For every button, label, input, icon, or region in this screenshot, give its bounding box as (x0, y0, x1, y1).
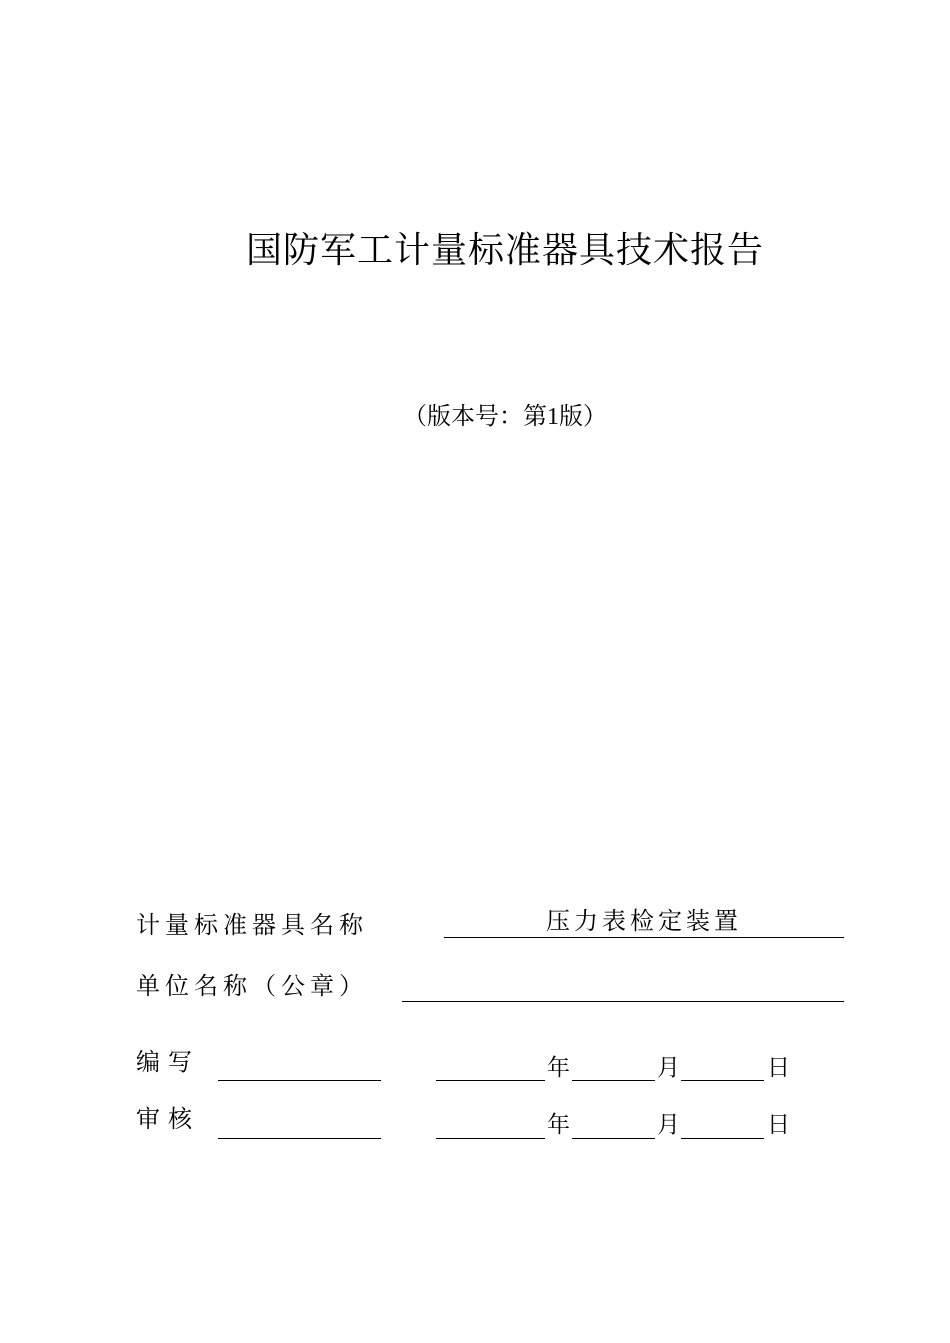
prepared-day-line (681, 1080, 764, 1081)
prepared-day-char: 日 (767, 1055, 790, 1081)
prepared-month-line (572, 1080, 655, 1081)
prepared-month-char: 月 (657, 1055, 680, 1081)
reviewed-month-char: 月 (657, 1112, 680, 1138)
reviewed-signature-line (218, 1138, 381, 1139)
prepared-year-line (436, 1080, 545, 1081)
reviewed-year-line (436, 1138, 545, 1139)
instrument-name-underline (444, 937, 844, 938)
reviewed-label: 审核 (136, 1105, 200, 1133)
reviewed-day-char: 日 (767, 1112, 790, 1138)
version-prefix: （版本号：第 (403, 402, 547, 430)
prepared-label: 编写 (136, 1048, 200, 1076)
instrument-name-label: 计量标准器具名称 (136, 911, 368, 939)
prepared-year-char: 年 (547, 1055, 570, 1081)
instrument-name-value: 压力表检定装置 (546, 907, 742, 935)
reviewed-month-line (572, 1138, 655, 1139)
version-line (0, 396, 950, 431)
version-suffix: 版） (559, 402, 607, 430)
unit-name-label: 单位名称（公章） (136, 972, 368, 1000)
reviewed-year-char: 年 (547, 1112, 570, 1138)
prepared-signature-line (218, 1080, 381, 1081)
unit-name-underline (402, 1001, 844, 1002)
reviewed-day-line (681, 1138, 764, 1139)
document-title: 国防军工计量标准器具技术报告 (245, 230, 764, 271)
version-number: 1 (547, 404, 559, 430)
